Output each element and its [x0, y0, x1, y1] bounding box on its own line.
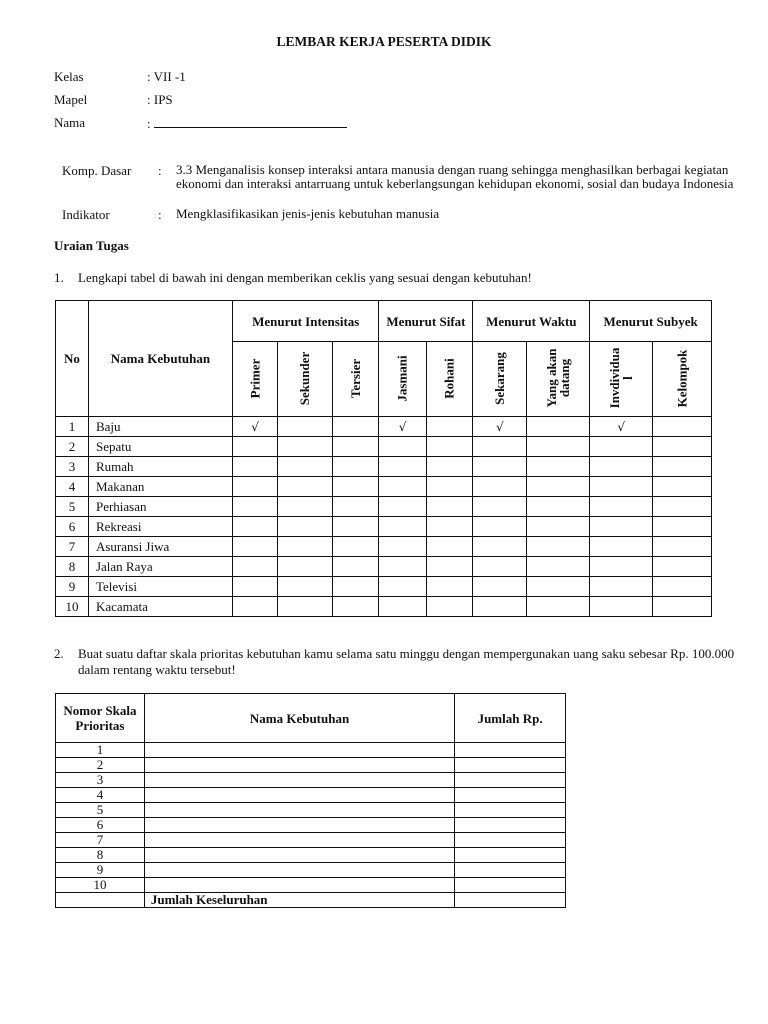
subheader-tersier: Tersier [332, 342, 379, 417]
priority-number: 4 [56, 788, 145, 803]
row-number: 7 [56, 537, 89, 557]
check-cell[interactable] [590, 577, 653, 597]
table-row [56, 788, 566, 803]
table-row [56, 773, 566, 788]
priority-number: 2 [56, 758, 145, 773]
total-label: Jumlah Keseluruhan [144, 893, 454, 908]
check-cell-checked[interactable] [232, 417, 277, 437]
check-cell[interactable] [590, 557, 653, 577]
check-cell[interactable] [332, 497, 379, 517]
check-cell[interactable] [473, 537, 527, 557]
komp-dasar-label: Komp. Dasar [62, 163, 132, 178]
amount-cell[interactable] [455, 818, 566, 833]
check-cell[interactable] [473, 597, 527, 617]
check-cell[interactable] [653, 417, 712, 437]
check-cell[interactable] [232, 517, 277, 537]
priority-number: 1 [56, 743, 145, 758]
check-cell[interactable] [232, 457, 277, 477]
subheader-sekarang: Sekarang [473, 342, 527, 417]
need-name-cell[interactable] [144, 803, 454, 818]
question-2-number: 2. [54, 646, 64, 661]
check-cell-checked[interactable] [473, 417, 527, 437]
check-mark-icon: √ [617, 419, 625, 434]
check-mark-icon: √ [251, 419, 259, 434]
check-cell[interactable] [278, 557, 332, 577]
check-cell[interactable] [426, 477, 473, 497]
check-cell[interactable] [527, 457, 590, 477]
uraian-tugas-heading: Uraian Tugas [54, 238, 129, 253]
question-2-text: Buat suatu daftar skala prioritas kebutuhan kamu selama satu minggu dengan mempergunakan uang saku sebesar Rp. 100.000 dalam rentang waktu tersebut! [78, 646, 735, 677]
check-cell[interactable] [278, 597, 332, 617]
check-cell[interactable] [278, 577, 332, 597]
amount-cell[interactable] [455, 773, 566, 788]
meta-value-kelas: : VII -1 [147, 69, 186, 84]
check-cell[interactable] [426, 437, 473, 457]
check-cell[interactable] [653, 477, 712, 497]
check-cell[interactable] [332, 517, 379, 537]
row-number: 6 [56, 517, 89, 537]
table-row [56, 863, 566, 878]
check-cell[interactable] [473, 517, 527, 537]
check-cell[interactable] [379, 577, 426, 597]
check-cell[interactable] [379, 537, 426, 557]
table-row [56, 457, 712, 477]
check-cell[interactable] [527, 557, 590, 577]
check-cell[interactable] [232, 497, 277, 517]
need-name: Kacamata [88, 597, 232, 617]
table-row [56, 577, 712, 597]
check-cell[interactable] [653, 457, 712, 477]
check-cell[interactable] [232, 477, 277, 497]
need-name-cell[interactable] [144, 863, 454, 878]
total-row-blank [56, 893, 145, 908]
komp-dasar-colon: : [158, 163, 162, 178]
check-cell[interactable] [426, 417, 473, 437]
priority-number: 10 [56, 878, 145, 893]
row-number: 1 [56, 417, 89, 437]
meta-label-mapel: Mapel [54, 92, 88, 107]
check-cell[interactable] [527, 497, 590, 517]
check-cell[interactable] [590, 537, 653, 557]
row-number: 3 [56, 457, 89, 477]
check-cell[interactable] [590, 597, 653, 617]
amount-cell[interactable] [455, 803, 566, 818]
meta-value-nama [147, 115, 347, 132]
need-name-cell[interactable] [144, 833, 454, 848]
subheader-rohani: Rohani [426, 342, 473, 417]
check-cell[interactable] [232, 437, 277, 457]
need-name: Baju [88, 417, 232, 437]
check-cell[interactable] [426, 597, 473, 617]
question-2 [54, 646, 754, 682]
check-cell[interactable] [473, 477, 527, 497]
need-name: Asuransi Jiwa [88, 537, 232, 557]
indikator-colon: : [158, 207, 162, 222]
need-name-cell[interactable] [144, 758, 454, 773]
check-cell[interactable] [232, 557, 277, 577]
subheader-individual: Invdividual [590, 342, 653, 417]
priority-number: 3 [56, 773, 145, 788]
need-name: Televisi [88, 577, 232, 597]
need-name-cell[interactable] [144, 788, 454, 803]
row-number: 2 [56, 437, 89, 457]
amount-cell[interactable] [455, 743, 566, 758]
check-cell-checked[interactable] [590, 417, 653, 437]
check-cell[interactable] [590, 497, 653, 517]
page-title: LEMBAR KERJA PESERTA DIDIK [276, 34, 492, 49]
check-mark-icon: √ [398, 419, 407, 434]
meta-label-kelas: Kelas [54, 69, 84, 84]
subheader-yang-akan-datang: Yang akan datang [527, 342, 590, 417]
need-name-cell[interactable] [144, 773, 454, 788]
check-cell[interactable] [278, 457, 332, 477]
check-cell[interactable] [379, 477, 426, 497]
needs-classification-table [55, 300, 712, 617]
need-name: Rumah [88, 457, 232, 477]
check-cell[interactable] [653, 597, 712, 617]
header-menurut-sifat: Menurut Sifat [379, 301, 473, 342]
check-cell[interactable] [653, 557, 712, 577]
check-cell[interactable] [379, 597, 426, 617]
need-name-cell[interactable] [144, 878, 454, 893]
check-cell[interactable] [426, 517, 473, 537]
check-cell[interactable] [332, 537, 379, 557]
table-row [56, 878, 566, 893]
priority-scale-table [55, 693, 566, 908]
subheader-primer: Primer [232, 342, 277, 417]
check-cell[interactable] [278, 477, 332, 497]
table-row [56, 417, 712, 437]
check-cell[interactable] [653, 517, 712, 537]
header-nama-kebutuhan-2: Nama Kebutuhan [144, 694, 454, 743]
check-cell[interactable] [653, 577, 712, 597]
need-name-cell[interactable] [144, 743, 454, 758]
table-row [56, 833, 566, 848]
check-cell[interactable] [527, 417, 590, 437]
header-nama-kebutuhan: Nama Kebutuhan [88, 301, 232, 417]
check-cell[interactable] [590, 437, 653, 457]
priority-number: 8 [56, 848, 145, 863]
check-cell[interactable] [590, 477, 653, 497]
check-cell[interactable] [473, 437, 527, 457]
check-cell[interactable] [590, 457, 653, 477]
indikator-label: Indikator [62, 207, 110, 222]
row-number: 5 [56, 497, 89, 517]
amount-cell[interactable] [455, 758, 566, 773]
table-row [56, 497, 712, 517]
row-number: 9 [56, 577, 89, 597]
need-name-cell[interactable] [144, 848, 454, 863]
amount-cell[interactable] [455, 878, 566, 893]
subheader-jasmani: Jasmani [379, 342, 426, 417]
header-menurut-subyek: Menurut Subyek [590, 301, 712, 342]
question-1 [54, 270, 754, 288]
amount-cell[interactable] [455, 833, 566, 848]
check-cell[interactable] [379, 497, 426, 517]
check-cell[interactable] [379, 557, 426, 577]
check-cell[interactable] [426, 557, 473, 577]
check-cell[interactable] [527, 537, 590, 557]
table-row [56, 437, 712, 457]
check-cell[interactable] [278, 537, 332, 557]
meta-label-nama: Nama [54, 115, 86, 130]
row-number: 10 [56, 597, 89, 617]
need-name: Makanan [88, 477, 232, 497]
subheader-sekunder: Sekunder [278, 342, 332, 417]
check-cell-checked[interactable] [379, 417, 426, 437]
nama-colon: : [147, 116, 151, 131]
header-menurut-waktu: Menurut Waktu [473, 301, 590, 342]
check-cell[interactable] [278, 497, 332, 517]
check-cell[interactable] [473, 497, 527, 517]
table-row [56, 597, 712, 617]
need-name: Jalan Raya [88, 557, 232, 577]
table-row [56, 477, 712, 497]
check-cell[interactable] [332, 557, 379, 577]
check-cell[interactable] [473, 577, 527, 597]
check-cell[interactable] [232, 597, 277, 617]
need-name: Sepatu [88, 437, 232, 457]
table-row [56, 537, 712, 557]
check-cell[interactable] [332, 577, 379, 597]
priority-number: 9 [56, 863, 145, 878]
check-cell[interactable] [527, 577, 590, 597]
total-amount-cell[interactable] [455, 893, 566, 908]
check-cell[interactable] [527, 597, 590, 617]
table-row [56, 803, 566, 818]
check-mark-icon: √ [495, 419, 504, 434]
table-row [56, 848, 566, 863]
meta-value-mapel: : IPS [147, 92, 173, 107]
check-cell[interactable] [426, 457, 473, 477]
row-number: 8 [56, 557, 89, 577]
priority-number: 5 [56, 803, 145, 818]
header-menurut-intensitas: Menurut Intensitas [232, 301, 379, 342]
check-cell[interactable] [379, 457, 426, 477]
check-cell[interactable] [232, 577, 277, 597]
question-1-number: 1. [54, 270, 64, 285]
check-cell[interactable] [527, 517, 590, 537]
check-cell[interactable] [653, 497, 712, 517]
check-cell[interactable] [527, 437, 590, 457]
check-cell[interactable] [473, 557, 527, 577]
amount-cell[interactable] [455, 863, 566, 878]
need-name-cell[interactable] [144, 818, 454, 833]
check-cell[interactable] [278, 417, 332, 437]
check-cell[interactable] [332, 597, 379, 617]
table-row [56, 758, 566, 773]
indikator-text: Mengklasifikasikan jenis-jenis kebutuhan manusia [176, 206, 440, 221]
check-cell[interactable] [473, 457, 527, 477]
check-cell[interactable] [653, 537, 712, 557]
check-cell[interactable] [426, 537, 473, 557]
table-row [56, 557, 712, 577]
check-cell[interactable] [278, 437, 332, 457]
table-row [56, 517, 712, 537]
check-cell[interactable] [332, 437, 379, 457]
subheader-kelompok: Kelompok [653, 342, 712, 417]
row-number: 4 [56, 477, 89, 497]
check-cell[interactable] [527, 477, 590, 497]
check-cell[interactable] [653, 437, 712, 457]
check-cell[interactable] [332, 477, 379, 497]
header-jumlah-rp: Jumlah Rp. [455, 694, 566, 743]
check-cell[interactable] [232, 537, 277, 557]
check-cell[interactable] [379, 437, 426, 457]
check-cell[interactable] [278, 517, 332, 537]
check-cell[interactable] [426, 577, 473, 597]
nama-blank-field[interactable] [154, 115, 347, 128]
need-name: Perhiasan [88, 497, 232, 517]
check-cell[interactable] [590, 517, 653, 537]
check-cell[interactable] [332, 457, 379, 477]
check-cell[interactable] [426, 497, 473, 517]
question-1-text: Lengkapi tabel di bawah ini dengan memberikan ceklis yang sesuai dengan kebutuhan! [78, 270, 532, 285]
amount-cell[interactable] [455, 788, 566, 803]
table-row [56, 743, 566, 758]
header-nomor-skala-prioritas: Nomor Skala Prioritas [56, 694, 145, 743]
need-name: Rekreasi [88, 517, 232, 537]
priority-number: 6 [56, 818, 145, 833]
check-cell[interactable] [332, 417, 379, 437]
check-cell[interactable] [379, 517, 426, 537]
priority-number: 7 [56, 833, 145, 848]
header-no: No [56, 301, 89, 417]
amount-cell[interactable] [455, 848, 566, 863]
table-row [56, 818, 566, 833]
komp-dasar-text: 3.3 Menganalisis konsep interaksi antara manusia dengan ruang sehingga menghasilkan berbagai kegiatan ekonomi dan interaksi antarruang untuk keberlangsungan kehidupan ekonomi, sosial dan budaya Indonesia [176, 162, 734, 191]
